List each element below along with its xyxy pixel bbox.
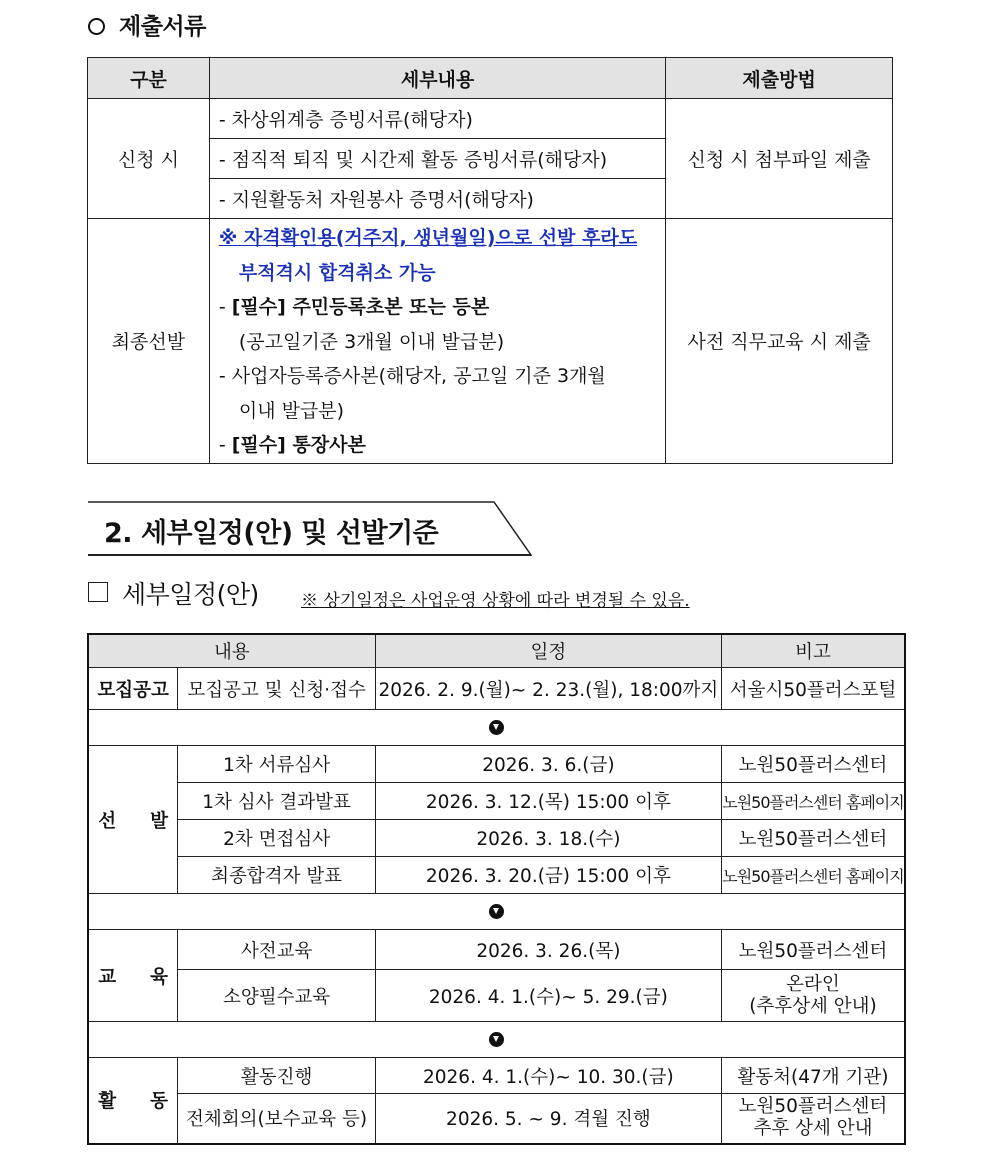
section-title-docs: 제출서류 (88, 8, 206, 41)
final-notice-line2: 부적격시 합격취소 가능 (238, 261, 436, 284)
selection-item-1: 1차 서류심사 (178, 746, 375, 783)
final-item-2-cont: 이내 발급분) (238, 399, 345, 422)
selection-item-3: 2차 면접심사 (178, 820, 375, 857)
education-remark-1: 노원50플러스센터 (721, 930, 905, 970)
apply-method: 신청 시 첨부파일 제출 (666, 99, 893, 219)
down-arrow-icon (489, 720, 504, 735)
selection-date-4: 2026. 3. 20.(금) 15:00 이후 (375, 857, 721, 894)
activity-date-2: 2026. 5. ~ 9. 격월 진행 (375, 1094, 721, 1144)
apply-item-2: - 점직적 퇴직 및 시간제 활동 증빙서류(해당자) (209, 139, 665, 179)
final-method: 사전 직무교육 시 제출 (666, 219, 893, 464)
down-arrow-icon (489, 1032, 504, 1047)
down-arrow-icon (489, 904, 504, 919)
education-item-1: 사전교육 (178, 930, 375, 970)
education-item-2: 소양필수교육 (178, 970, 375, 1022)
header-remark: 비고 (721, 634, 905, 668)
arrow-row-3 (88, 1022, 905, 1058)
final-item-3: - [필수] 통장사본 (218, 434, 366, 456)
education-date-1: 2026. 3. 26.(목) (375, 930, 721, 970)
recruit-date: 2026. 2. 9.(월)~ 2. 23.(월), 18:00까지 (375, 668, 721, 710)
schedule-note: ※ 상기일정은 사업운영 상황에 따라 변경될 수 있음. (301, 591, 690, 611)
schedule-title: 세부일정(안) (122, 580, 259, 609)
final-item-1-sub: (공고일기준 3개월 이내 발급분) (238, 330, 505, 353)
arrow-row-1 (88, 710, 905, 746)
recruit-group: 모집공고 (88, 668, 178, 710)
selection-remark-1: 노원50플러스센터 (721, 746, 905, 783)
circle-bullet-icon (88, 18, 105, 35)
documents-table (87, 57, 893, 464)
activity-remark-2: 노원50플러스센터 추후 상세 안내 (721, 1094, 905, 1144)
apply-label: 신청 시 (88, 99, 210, 219)
final-item-2: - 사업자등록증사본(해당자, 공고일 기준 3개월 (218, 365, 606, 387)
education-date-2: 2026. 4. 1.(수)~ 5. 29.(금) (375, 970, 721, 1022)
header-date: 일정 (375, 634, 721, 668)
schedule-table (87, 633, 906, 1145)
selection-date-3: 2026. 3. 18.(수) (375, 820, 721, 857)
recruit-item: 모집공고 및 신청·접수 (178, 668, 375, 710)
header-category: 구분 (88, 58, 210, 99)
selection-remark-4: 노원50플러스센터 홈페이지 (721, 857, 905, 894)
selection-remark-2: 노원50플러스센터 홈페이지 (721, 783, 905, 820)
final-item-1: - [필수] 주민등록초본 또는 등본 (218, 296, 490, 318)
activity-item-1: 활동진행 (178, 1058, 375, 1094)
checkbox-square-icon (88, 582, 108, 602)
selection-item-4: 최종합격자 발표 (178, 857, 375, 894)
header-content: 내용 (88, 634, 375, 668)
arrow-row-2 (88, 894, 905, 930)
selection-date-2: 2026. 3. 12.(목) 15:00 이후 (375, 783, 721, 820)
header-details: 세부내용 (209, 58, 665, 99)
education-remark-2: 온라인 (추후상세 안내) (721, 970, 905, 1022)
activity-date-1: 2026. 4. 1.(수)~ 10. 30.(금) (375, 1058, 721, 1094)
final-items (209, 219, 665, 464)
education-group: 교 육 (88, 930, 178, 1022)
apply-item-3: - 지원활동처 자원봉사 증명서(해당자) (209, 179, 665, 219)
selection-date-1: 2026. 3. 6.(금) (375, 746, 721, 783)
final-notice-line1: ※ 자격확인용(거주지, 생년월일)으로 선발 후라도 (218, 227, 638, 249)
header-method: 제출방법 (666, 58, 893, 99)
section-banner (88, 501, 532, 556)
banner-title: 2. 세부일정(안) 및 선발기준 (104, 518, 439, 549)
activity-remark-1: 활동처(47개 기관) (721, 1058, 905, 1094)
activity-item-2: 전체회의(보수교육 등) (178, 1094, 375, 1144)
activity-group: 활 동 (88, 1058, 178, 1144)
apply-item-1: - 차상위계층 증빙서류(해당자) (209, 99, 665, 139)
selection-item-2: 1차 심사 결과발표 (178, 783, 375, 820)
final-label: 최종선발 (88, 219, 210, 464)
recruit-row (88, 668, 905, 710)
selection-group: 선 발 (88, 746, 178, 894)
selection-remark-3: 노원50플러스센터 (721, 820, 905, 857)
recruit-remark: 서울시50플러스포털 (721, 668, 905, 710)
documents-header-row (88, 58, 893, 99)
